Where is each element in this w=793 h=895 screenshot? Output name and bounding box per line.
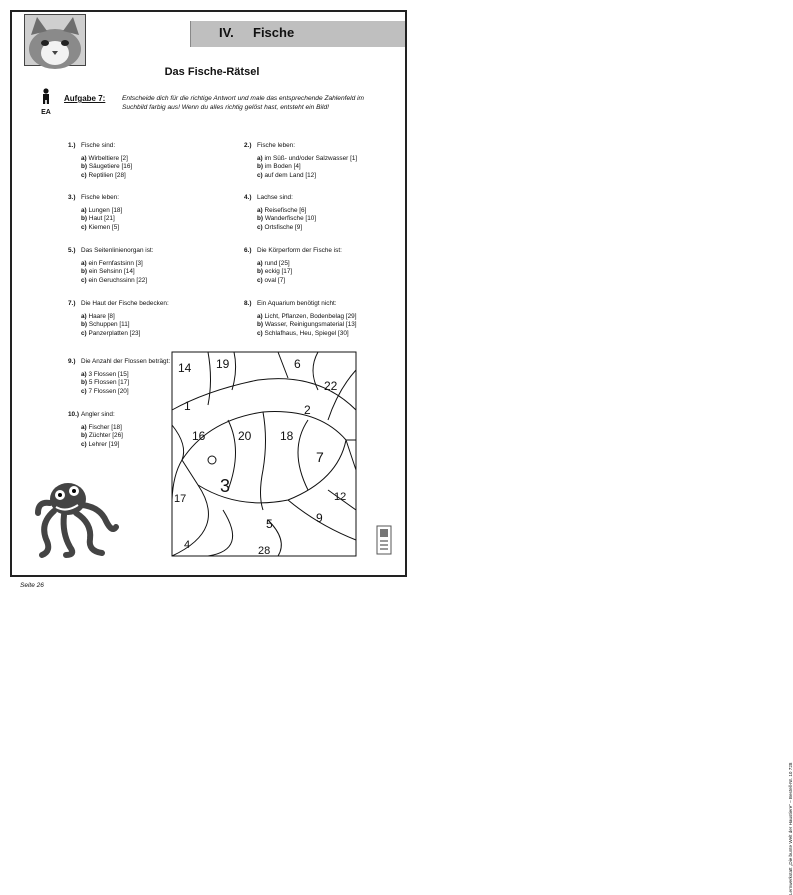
option-text: Haare [8] [88,312,115,320]
question-text [68,194,228,203]
puzzle-number: 19 [216,357,230,371]
answer-option [68,260,228,269]
question-label: Die Körperform der Fische ist: [257,247,342,254]
option-letter: a) [81,206,87,214]
question-6 [244,247,404,285]
question-label: Fische leben: [257,142,296,149]
answer-option [244,215,404,224]
answer-option [244,277,404,286]
option-text: Panzerplatten [23] [88,329,141,337]
option-letter: b) [81,215,88,223]
question-label: Fische leben: [81,194,120,201]
option-text: Säugetiere [16] [88,163,133,171]
answer-option [68,172,228,181]
option-text: Wasser, Reinigungsmaterial [13] [264,321,357,329]
page-number: Seite 26 [20,582,44,589]
option-letter: b) [81,321,88,329]
question-8 [244,300,404,338]
answer-option [244,172,404,181]
question-number: 3.) [68,194,76,201]
option-text: ein Sehsinn [14] [88,268,135,276]
option-text: Reisefische [6] [264,206,307,214]
ea-label: EA [41,109,51,116]
answer-option [68,207,228,216]
octopus-monster-illustration [36,477,120,557]
option-letter: a) [257,312,263,320]
option-letter: a) [81,259,87,267]
option-text: 5 Flossen [17] [88,379,129,387]
question-3 [68,194,228,232]
cat-photo [24,14,86,66]
answer-option [244,155,404,164]
question-label: Die Haut der Fische bedecken: [81,300,169,307]
question-label: Fische sind: [81,142,116,149]
option-text: Haut [21] [88,215,115,223]
option-letter: c) [81,329,87,337]
option-text: 3 Flossen [15] [88,370,129,378]
puzzle-number: 17 [174,493,187,505]
option-letter: c) [257,329,263,337]
option-letter: b) [81,268,88,276]
publisher-logo [376,525,392,555]
puzzle-number: 4 [184,539,191,551]
option-letter: b) [257,268,264,276]
option-text: Fischer [18] [88,423,122,431]
answer-option [244,330,404,339]
question-text [244,247,404,256]
option-text: Kiemen [5] [88,223,120,231]
chapter-title: Fische [253,25,295,40]
option-letter: a) [81,312,87,320]
question-text [68,247,228,256]
option-text: auf dem Land [12] [264,171,316,179]
puzzle-number: 20 [238,429,252,443]
option-letter: c) [81,387,87,395]
puzzle-number: 14 [178,361,192,375]
answer-option [68,321,228,330]
answer-option [244,321,404,330]
option-letter: b) [257,321,264,329]
person-icon [40,88,52,104]
option-text: Lehrer [19] [88,440,120,448]
option-text: im Boden [4] [264,163,301,171]
option-text: Reptilien [28] [88,171,126,179]
puzzle-number: 22 [324,379,338,393]
question-2 [244,142,404,180]
option-text: ein Fernfastsinn [3] [88,259,143,267]
answer-option [68,330,228,339]
question-1 [68,142,228,180]
option-letter: a) [81,370,87,378]
option-letter: c) [81,223,87,231]
option-text: 7 Flossen [20] [88,387,129,395]
question-number: 10.) [68,411,80,418]
answer-option [68,163,228,172]
option-text: Licht, Pflanzen, Bodenbelag [29] [264,312,357,320]
option-text: Schuppen [11] [88,321,130,329]
question-number: 1.) [68,142,76,149]
answer-option [68,268,228,277]
coloring-puzzle [168,350,360,560]
option-letter: b) [81,163,88,171]
puzzle-number: 3 [220,476,231,496]
question-5 [68,247,228,285]
question-number: 5.) [68,247,76,254]
option-text: Züchter [26] [88,432,123,440]
question-number: 7.) [68,300,76,307]
answer-option [68,215,228,224]
answer-option [244,268,404,277]
answer-option [244,260,404,269]
question-number: 2.) [244,142,252,149]
answer-option [244,207,404,216]
option-text: Ortsfische [9] [264,223,303,231]
question-4 [244,194,404,232]
puzzle-number: 7 [316,449,324,465]
question-number: 4.) [244,194,252,201]
side-bar [396,330,793,895]
answer-option [244,163,404,172]
chapter-banner [190,21,405,47]
question-number: 9.) [68,358,76,365]
question-text [68,300,228,309]
option-letter: b) [81,432,88,440]
answer-option [244,313,404,322]
puzzle-number: 2 [304,403,311,417]
option-letter: c) [81,440,87,448]
option-letter: c) [257,171,263,179]
ea-badge [36,88,56,116]
option-letter: c) [257,276,263,284]
option-text: rund [25] [264,259,290,267]
option-text: im Süß- und/oder Salzwasser [1] [264,154,358,162]
option-letter: a) [81,423,87,431]
option-text: eckig [17] [264,268,293,276]
puzzle-number: 1 [184,399,191,413]
option-text: Schlafhaus, Heu, Spiegel [30] [264,329,349,337]
task-instructions: Entscheide dich für die richtige Antwort und male das entsprechende Zahlenfeld im Suchbild farbig aus! Wenn du alles richtig gelöst hast, entsteht ein Bild! [122,95,365,111]
page-title: Das Fische-Rätsel [164,66,260,78]
option-letter: a) [257,206,263,214]
option-letter: a) [257,259,263,267]
option-letter: b) [257,215,264,223]
option-text: ein Geruchssinn [22] [88,276,148,284]
question-text [244,300,404,309]
puzzle-number: 12 [334,491,347,503]
question-label: Angler sind: [81,411,115,418]
question-text [68,142,228,151]
puzzle-number: 18 [280,429,294,443]
option-letter: a) [81,154,87,162]
puzzle-number: 6 [294,357,301,371]
option-text: oval [7] [264,276,286,284]
question-7 [68,300,228,338]
option-letter: c) [81,276,87,284]
question-text [244,194,404,203]
puzzle-number: 5 [266,517,273,531]
option-text: Wanderfische [10] [264,215,317,223]
option-text: Lungen [18] [88,206,123,214]
option-letter: c) [257,223,263,231]
option-text: Wirbeltiere [2] [88,154,128,162]
option-letter: a) [257,154,263,162]
answer-option [68,277,228,286]
option-letter: b) [81,379,88,387]
question-number: 6.) [244,247,252,254]
puzzle-number: 9 [316,511,323,525]
option-letter: b) [257,163,264,171]
answer-option [244,224,404,233]
question-label: Die Anzahl der Flossen beträgt: [81,358,171,365]
task-label: Aufgabe 7: [64,94,106,103]
question-number: 8.) [244,300,252,307]
puzzle-number: 28 [258,545,271,557]
question-label: Lachse sind: [257,194,293,201]
side-publisher-text: Lernwerkstatt „Die bunte Welt der Haustiere“ – Bestell-Nr. 10 728 [788,762,793,895]
option-letter: c) [81,171,87,179]
answer-option [68,313,228,322]
chapter-number: IV. [219,25,234,40]
answer-option [68,155,228,164]
question-label: Ein Aquarium benötigt nicht: [257,300,337,307]
puzzle-number: 16 [192,429,206,443]
answer-option [68,224,228,233]
question-text [244,142,404,151]
question-label: Das Seitenlinienorgan ist: [81,247,154,254]
